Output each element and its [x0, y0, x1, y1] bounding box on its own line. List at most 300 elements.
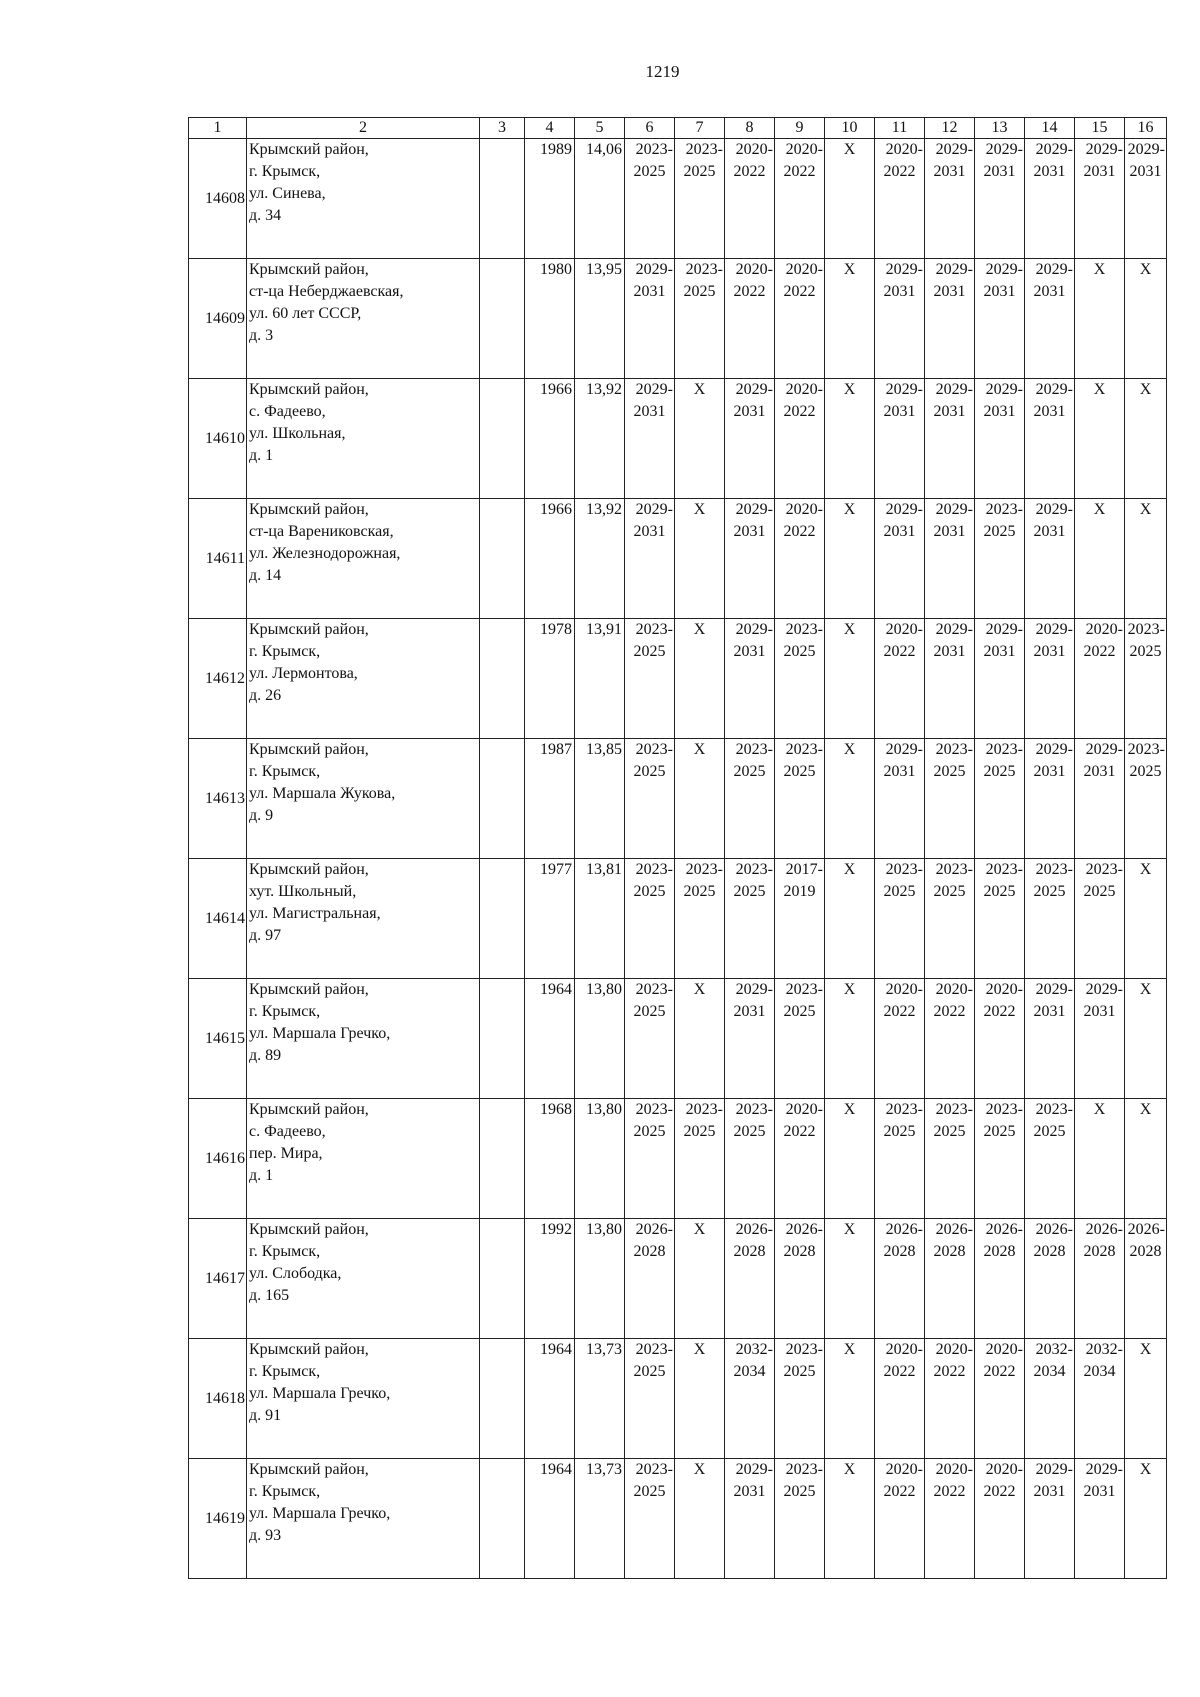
period-end: 2031 — [1129, 163, 1162, 180]
period-cell-c15 — [1075, 1339, 1125, 1459]
period-end: 2025 — [683, 163, 716, 180]
period-cell-c13 — [975, 739, 1025, 859]
period-start: 2029- — [1085, 741, 1123, 758]
period-cell-c14 — [1025, 1339, 1075, 1459]
period-end: 2025 — [933, 1123, 966, 1140]
address-line: г. Крымск, — [249, 1363, 321, 1380]
mark-cell-c15: X — [1075, 1099, 1125, 1219]
mark-cell-c7: X — [675, 499, 725, 619]
period-end: 2031 — [983, 283, 1016, 300]
mark-cell-c16: X — [1125, 979, 1167, 1099]
period-start: 2020- — [785, 261, 823, 278]
address-line: с. Фадеево, — [249, 403, 326, 420]
value-cell: 13,85 — [575, 739, 625, 859]
period-end: 2022 — [883, 163, 916, 180]
period-start: 2023- — [1035, 1101, 1073, 1118]
period-start: 2020- — [985, 981, 1023, 998]
period-end: 2028 — [733, 1243, 766, 1260]
address-line: г. Крымск, — [249, 163, 321, 180]
period-end: 2025 — [633, 1123, 666, 1140]
period-end: 2025 — [933, 763, 966, 780]
mark-cell-c16: X — [1125, 859, 1167, 979]
period-start: 2023- — [635, 1101, 673, 1118]
address-line: ул. Маршала Жукова, — [249, 785, 396, 802]
period-end: 2031 — [1033, 1003, 1066, 1020]
period-end: 2031 — [733, 1003, 766, 1020]
period-cell-c6 — [625, 619, 675, 739]
period-start: 2026- — [885, 1221, 923, 1238]
period-cell-c13 — [975, 619, 1025, 739]
period-start: 2032- — [1035, 1341, 1073, 1358]
column-header-9: 9 — [775, 118, 825, 139]
period-end: 2022 — [983, 1483, 1016, 1500]
period-start: 2023- — [935, 1101, 973, 1118]
period-cell-c14 — [1025, 499, 1075, 619]
column-3-cell — [480, 979, 525, 1099]
table-body — [189, 139, 1167, 1579]
period-start: 2023- — [635, 741, 673, 758]
period-cell-c9 — [775, 619, 825, 739]
period-end: 2031 — [633, 283, 666, 300]
column-header-13: 13 — [975, 118, 1025, 139]
period-end: 2031 — [933, 523, 966, 540]
column-header-10: 10 — [825, 118, 875, 139]
period-end: 2031 — [1033, 643, 1066, 660]
period-cell-c15 — [1075, 739, 1125, 859]
period-cell-c6 — [625, 1339, 675, 1459]
period-start: 2020- — [935, 1341, 973, 1358]
address-line: д. 26 — [249, 687, 282, 704]
row-number: 14614 — [189, 859, 247, 979]
period-end: 2028 — [633, 1243, 666, 1260]
address-line: г. Крымск, — [249, 1243, 321, 1260]
period-cell-c13 — [975, 499, 1025, 619]
period-start: 2026- — [735, 1221, 773, 1238]
period-start: 2020- — [785, 381, 823, 398]
period-end: 2022 — [783, 403, 816, 420]
row-number: 14608 — [189, 139, 247, 259]
period-end: 2028 — [783, 1243, 816, 1260]
period-start: 2020- — [985, 1341, 1023, 1358]
period-start: 2029- — [935, 501, 973, 518]
period-start: 2020- — [885, 621, 923, 638]
period-cell-c13 — [975, 1219, 1025, 1339]
year-cell: 1980 — [525, 259, 575, 379]
period-cell-c11 — [875, 739, 925, 859]
period-start: 2029- — [1035, 621, 1073, 638]
mark-cell-c10: X — [825, 139, 875, 259]
column-header-1: 1 — [189, 118, 247, 139]
period-cell-c6 — [625, 1219, 675, 1339]
mark-cell-c7: X — [675, 979, 725, 1099]
table-row — [189, 139, 1167, 259]
address-cell — [247, 979, 480, 1099]
address-line: Крымский район, — [249, 1101, 369, 1118]
period-start: 2023- — [985, 501, 1023, 518]
period-end: 2022 — [733, 163, 766, 180]
column-header-14: 14 — [1025, 118, 1075, 139]
period-cell-c12 — [925, 499, 975, 619]
period-cell-c8 — [725, 1459, 775, 1579]
period-cell-c14 — [1025, 859, 1075, 979]
period-cell-c8 — [725, 1219, 775, 1339]
period-cell-c9 — [775, 379, 825, 499]
period-cell-c12 — [925, 1099, 975, 1219]
period-start: 2023- — [985, 861, 1023, 878]
period-cell-c13 — [975, 859, 1025, 979]
period-cell-c6 — [625, 379, 675, 499]
address-line: ст-ца Неберджаевская, — [249, 283, 404, 300]
period-start: 2023- — [735, 741, 773, 758]
column-header-16: 16 — [1125, 118, 1167, 139]
period-end: 2031 — [883, 763, 916, 780]
period-cell-c11 — [875, 1339, 925, 1459]
row-number: 14616 — [189, 1099, 247, 1219]
period-start: 2023- — [985, 1101, 1023, 1118]
column-header-4: 4 — [525, 118, 575, 139]
address-cell — [247, 259, 480, 379]
period-end: 2031 — [733, 1483, 766, 1500]
period-start: 2023- — [785, 741, 823, 758]
period-start: 2020- — [885, 141, 923, 158]
period-end: 2022 — [883, 1483, 916, 1500]
mark-cell-c16: X — [1125, 259, 1167, 379]
table-row — [189, 739, 1167, 859]
row-number: 14619 — [189, 1459, 247, 1579]
period-cell-c8 — [725, 859, 775, 979]
period-start: 2029- — [1035, 141, 1073, 158]
period-end: 2028 — [983, 1243, 1016, 1260]
period-end: 2019 — [783, 883, 816, 900]
period-end: 2025 — [883, 883, 916, 900]
period-start: 2029- — [735, 621, 773, 638]
period-start: 2029- — [885, 381, 923, 398]
address-line: Крымский район, — [249, 261, 369, 278]
mark-cell-c15: X — [1075, 379, 1125, 499]
row-number: 14613 — [189, 739, 247, 859]
column-3-cell — [480, 859, 525, 979]
period-cell-c15 — [1075, 619, 1125, 739]
period-start: 2020- — [935, 1461, 973, 1478]
period-end: 2025 — [783, 763, 816, 780]
period-start: 2023- — [785, 1461, 823, 1478]
period-start: 2023- — [785, 621, 823, 638]
period-end: 2025 — [633, 163, 666, 180]
period-start: 2032- — [1085, 1341, 1123, 1358]
year-cell: 1987 — [525, 739, 575, 859]
period-start: 2029- — [1085, 1461, 1123, 1478]
period-end: 2031 — [1083, 1483, 1116, 1500]
period-start: 2023- — [935, 861, 973, 878]
period-end: 2025 — [1129, 643, 1162, 660]
address-line: ул. 60 лет СССР, — [249, 305, 362, 322]
column-3-cell — [480, 739, 525, 859]
address-cell — [247, 1099, 480, 1219]
period-start: 2023- — [635, 861, 673, 878]
period-cell-c9 — [775, 1459, 825, 1579]
period-start: 2023- — [1127, 741, 1165, 758]
period-end: 2025 — [933, 883, 966, 900]
period-cell-c8 — [725, 499, 775, 619]
period-end: 2022 — [933, 1483, 966, 1500]
value-cell: 13,92 — [575, 499, 625, 619]
period-cell-c11 — [875, 1099, 925, 1219]
table-row — [189, 379, 1167, 499]
year-cell: 1964 — [525, 1339, 575, 1459]
mark-cell-c10: X — [825, 379, 875, 499]
period-end: 2022 — [783, 163, 816, 180]
period-start: 2020- — [785, 1101, 823, 1118]
column-3-cell — [480, 259, 525, 379]
period-start: 2023- — [635, 1461, 673, 1478]
period-start: 2023- — [785, 1341, 823, 1358]
period-end: 2025 — [633, 883, 666, 900]
column-header-11: 11 — [875, 118, 925, 139]
period-cell-c12 — [925, 259, 975, 379]
period-start: 2029- — [1035, 261, 1073, 278]
period-start: 2023- — [885, 1101, 923, 1118]
address-line: ул. Маршала Гречко, — [249, 1505, 391, 1522]
period-cell-c12 — [925, 1219, 975, 1339]
period-start: 2029- — [1127, 141, 1165, 158]
period-start: 2023- — [685, 141, 723, 158]
mark-cell-c10: X — [825, 1459, 875, 1579]
period-end: 2034 — [733, 1363, 766, 1380]
year-cell: 1989 — [525, 139, 575, 259]
period-start: 2023- — [685, 861, 723, 878]
period-cell-c7 — [675, 139, 725, 259]
period-end: 2025 — [633, 763, 666, 780]
period-end: 2025 — [683, 883, 716, 900]
row-number: 14617 — [189, 1219, 247, 1339]
mark-cell-c10: X — [825, 979, 875, 1099]
period-start: 2026- — [985, 1221, 1023, 1238]
period-cell-c13 — [975, 139, 1025, 259]
period-cell-c12 — [925, 1339, 975, 1459]
period-start: 2023- — [685, 261, 723, 278]
mark-cell-c10: X — [825, 1339, 875, 1459]
period-start: 2029- — [885, 741, 923, 758]
period-end: 2031 — [1083, 1003, 1116, 1020]
period-start: 2023- — [685, 1101, 723, 1118]
period-end: 2022 — [883, 643, 916, 660]
period-end: 2031 — [733, 523, 766, 540]
period-end: 2031 — [933, 163, 966, 180]
column-header-6: 6 — [625, 118, 675, 139]
period-start: 2029- — [735, 381, 773, 398]
registry-table — [188, 117, 1167, 1579]
table-row — [189, 979, 1167, 1099]
period-cell-c9 — [775, 739, 825, 859]
period-cell-c14 — [1025, 1219, 1075, 1339]
mark-cell-c15: X — [1075, 499, 1125, 619]
period-cell-c8 — [725, 1339, 775, 1459]
address-line: Крымский район, — [249, 981, 369, 998]
period-end: 2025 — [1033, 1123, 1066, 1140]
column-header-5: 5 — [575, 118, 625, 139]
period-start: 2023- — [1085, 861, 1123, 878]
mark-cell-c7: X — [675, 1339, 725, 1459]
address-line: ул. Синева, — [249, 185, 326, 202]
period-cell-c8 — [725, 259, 775, 379]
period-start: 2023- — [935, 741, 973, 758]
row-number: 14615 — [189, 979, 247, 1099]
address-line: Крымский район, — [249, 1221, 369, 1238]
period-cell-c14 — [1025, 259, 1075, 379]
period-end: 2022 — [783, 283, 816, 300]
address-line: г. Крымск, — [249, 1003, 321, 1020]
period-cell-c12 — [925, 979, 975, 1099]
period-start: 2029- — [735, 1461, 773, 1478]
mark-cell-c7: X — [675, 619, 725, 739]
period-start: 2026- — [935, 1221, 973, 1238]
address-line: д. 9 — [249, 807, 274, 824]
period-end: 2031 — [1033, 1483, 1066, 1500]
address-cell — [247, 379, 480, 499]
address-cell — [247, 1339, 480, 1459]
period-end: 2025 — [1129, 763, 1162, 780]
period-cell-c11 — [875, 1219, 925, 1339]
address-line: пер. Мира, — [249, 1145, 323, 1162]
period-end: 2034 — [1033, 1363, 1066, 1380]
period-start: 2023- — [1035, 861, 1073, 878]
period-end: 2022 — [783, 1123, 816, 1140]
period-end: 2025 — [783, 1483, 816, 1500]
page-number: 1219 — [645, 62, 680, 81]
period-cell-c8 — [725, 379, 775, 499]
period-end: 2025 — [983, 1123, 1016, 1140]
period-cell-c7 — [675, 859, 725, 979]
address-line: с. Фадеево, — [249, 1123, 326, 1140]
period-start: 2017- — [785, 861, 823, 878]
period-start: 2029- — [935, 621, 973, 638]
period-cell-c6 — [625, 1099, 675, 1219]
period-cell-c14 — [1025, 979, 1075, 1099]
period-end: 2031 — [1033, 763, 1066, 780]
value-cell: 13,73 — [575, 1339, 625, 1459]
mark-cell-c7: X — [675, 1219, 725, 1339]
period-cell-c9 — [775, 1339, 825, 1459]
period-start: 2023- — [985, 741, 1023, 758]
period-start: 2029- — [935, 261, 973, 278]
period-start: 2026- — [1035, 1221, 1073, 1238]
address-cell — [247, 139, 480, 259]
address-line: Крымский район, — [249, 141, 369, 158]
address-line: хут. Школьный, — [249, 883, 357, 900]
period-cell-c7 — [675, 259, 725, 379]
period-end: 2025 — [983, 883, 1016, 900]
period-end: 2025 — [1033, 883, 1066, 900]
address-line: Крымский район, — [249, 861, 369, 878]
address-line: д. 165 — [249, 1287, 290, 1304]
address-line: ул. Лермонтова, — [249, 665, 358, 682]
address-line: Крымский район, — [249, 741, 369, 758]
period-cell-c8 — [725, 139, 775, 259]
period-cell-c12 — [925, 139, 975, 259]
value-cell: 13,95 — [575, 259, 625, 379]
period-end: 2031 — [983, 163, 1016, 180]
mark-cell-c16: X — [1125, 499, 1167, 619]
address-line: ул. Маршала Гречко, — [249, 1385, 391, 1402]
period-cell-c9 — [775, 979, 825, 1099]
address-line: ул. Школьная, — [249, 425, 346, 442]
period-start: 2029- — [1035, 381, 1073, 398]
address-cell — [247, 1219, 480, 1339]
period-end: 2022 — [883, 1003, 916, 1020]
mark-cell-c10: X — [825, 859, 875, 979]
address-line: г. Крымск, — [249, 763, 321, 780]
period-start: 2029- — [635, 261, 673, 278]
row-number: 14618 — [189, 1339, 247, 1459]
period-start: 2029- — [1035, 981, 1073, 998]
address-line: д. 89 — [249, 1047, 282, 1064]
address-cell — [247, 499, 480, 619]
column-3-cell — [480, 139, 525, 259]
period-cell-c9 — [775, 1219, 825, 1339]
period-cell-c6 — [625, 1459, 675, 1579]
period-start: 2029- — [885, 261, 923, 278]
period-start: 2029- — [985, 141, 1023, 158]
period-cell-c8 — [725, 619, 775, 739]
period-start: 2029- — [735, 501, 773, 518]
row-number: 14609 — [189, 259, 247, 379]
column-header-8: 8 — [725, 118, 775, 139]
column-3-cell — [480, 619, 525, 739]
period-start: 2029- — [635, 381, 673, 398]
period-end: 2025 — [983, 763, 1016, 780]
period-end: 2022 — [733, 283, 766, 300]
address-line: д. 14 — [249, 567, 282, 584]
value-cell: 13,92 — [575, 379, 625, 499]
period-cell-c11 — [875, 619, 925, 739]
period-end: 2031 — [883, 283, 916, 300]
period-start: 2029- — [1035, 501, 1073, 518]
mark-cell-c15: X — [1075, 259, 1125, 379]
period-start: 2023- — [635, 981, 673, 998]
period-start: 2029- — [935, 381, 973, 398]
period-end: 2031 — [983, 643, 1016, 660]
table-row — [189, 1099, 1167, 1219]
period-start: 2023- — [735, 861, 773, 878]
period-end: 2025 — [783, 1003, 816, 1020]
period-cell-c7 — [675, 1099, 725, 1219]
period-end: 2025 — [633, 1483, 666, 1500]
column-3-cell — [480, 379, 525, 499]
period-cell-c15 — [1075, 979, 1125, 1099]
period-cell-c16 — [1125, 139, 1167, 259]
period-cell-c12 — [925, 619, 975, 739]
period-end: 2028 — [1129, 1243, 1162, 1260]
mark-cell-c10: X — [825, 1219, 875, 1339]
period-cell-c11 — [875, 379, 925, 499]
address-line: ул. Маршала Гречко, — [249, 1025, 391, 1042]
address-cell — [247, 619, 480, 739]
table-row — [189, 1459, 1167, 1579]
mark-cell-c16: X — [1125, 1459, 1167, 1579]
period-end: 2025 — [983, 523, 1016, 540]
period-start: 2029- — [1085, 141, 1123, 158]
period-end: 2025 — [733, 1123, 766, 1140]
value-cell: 13,81 — [575, 859, 625, 979]
table-row — [189, 619, 1167, 739]
period-cell-c11 — [875, 139, 925, 259]
address-line: ул. Слободка, — [249, 1265, 342, 1282]
period-end: 2025 — [633, 1003, 666, 1020]
address-line: Крымский район, — [249, 381, 369, 398]
period-start: 2020- — [985, 1461, 1023, 1478]
period-end: 2025 — [633, 1363, 666, 1380]
period-start: 2029- — [985, 261, 1023, 278]
